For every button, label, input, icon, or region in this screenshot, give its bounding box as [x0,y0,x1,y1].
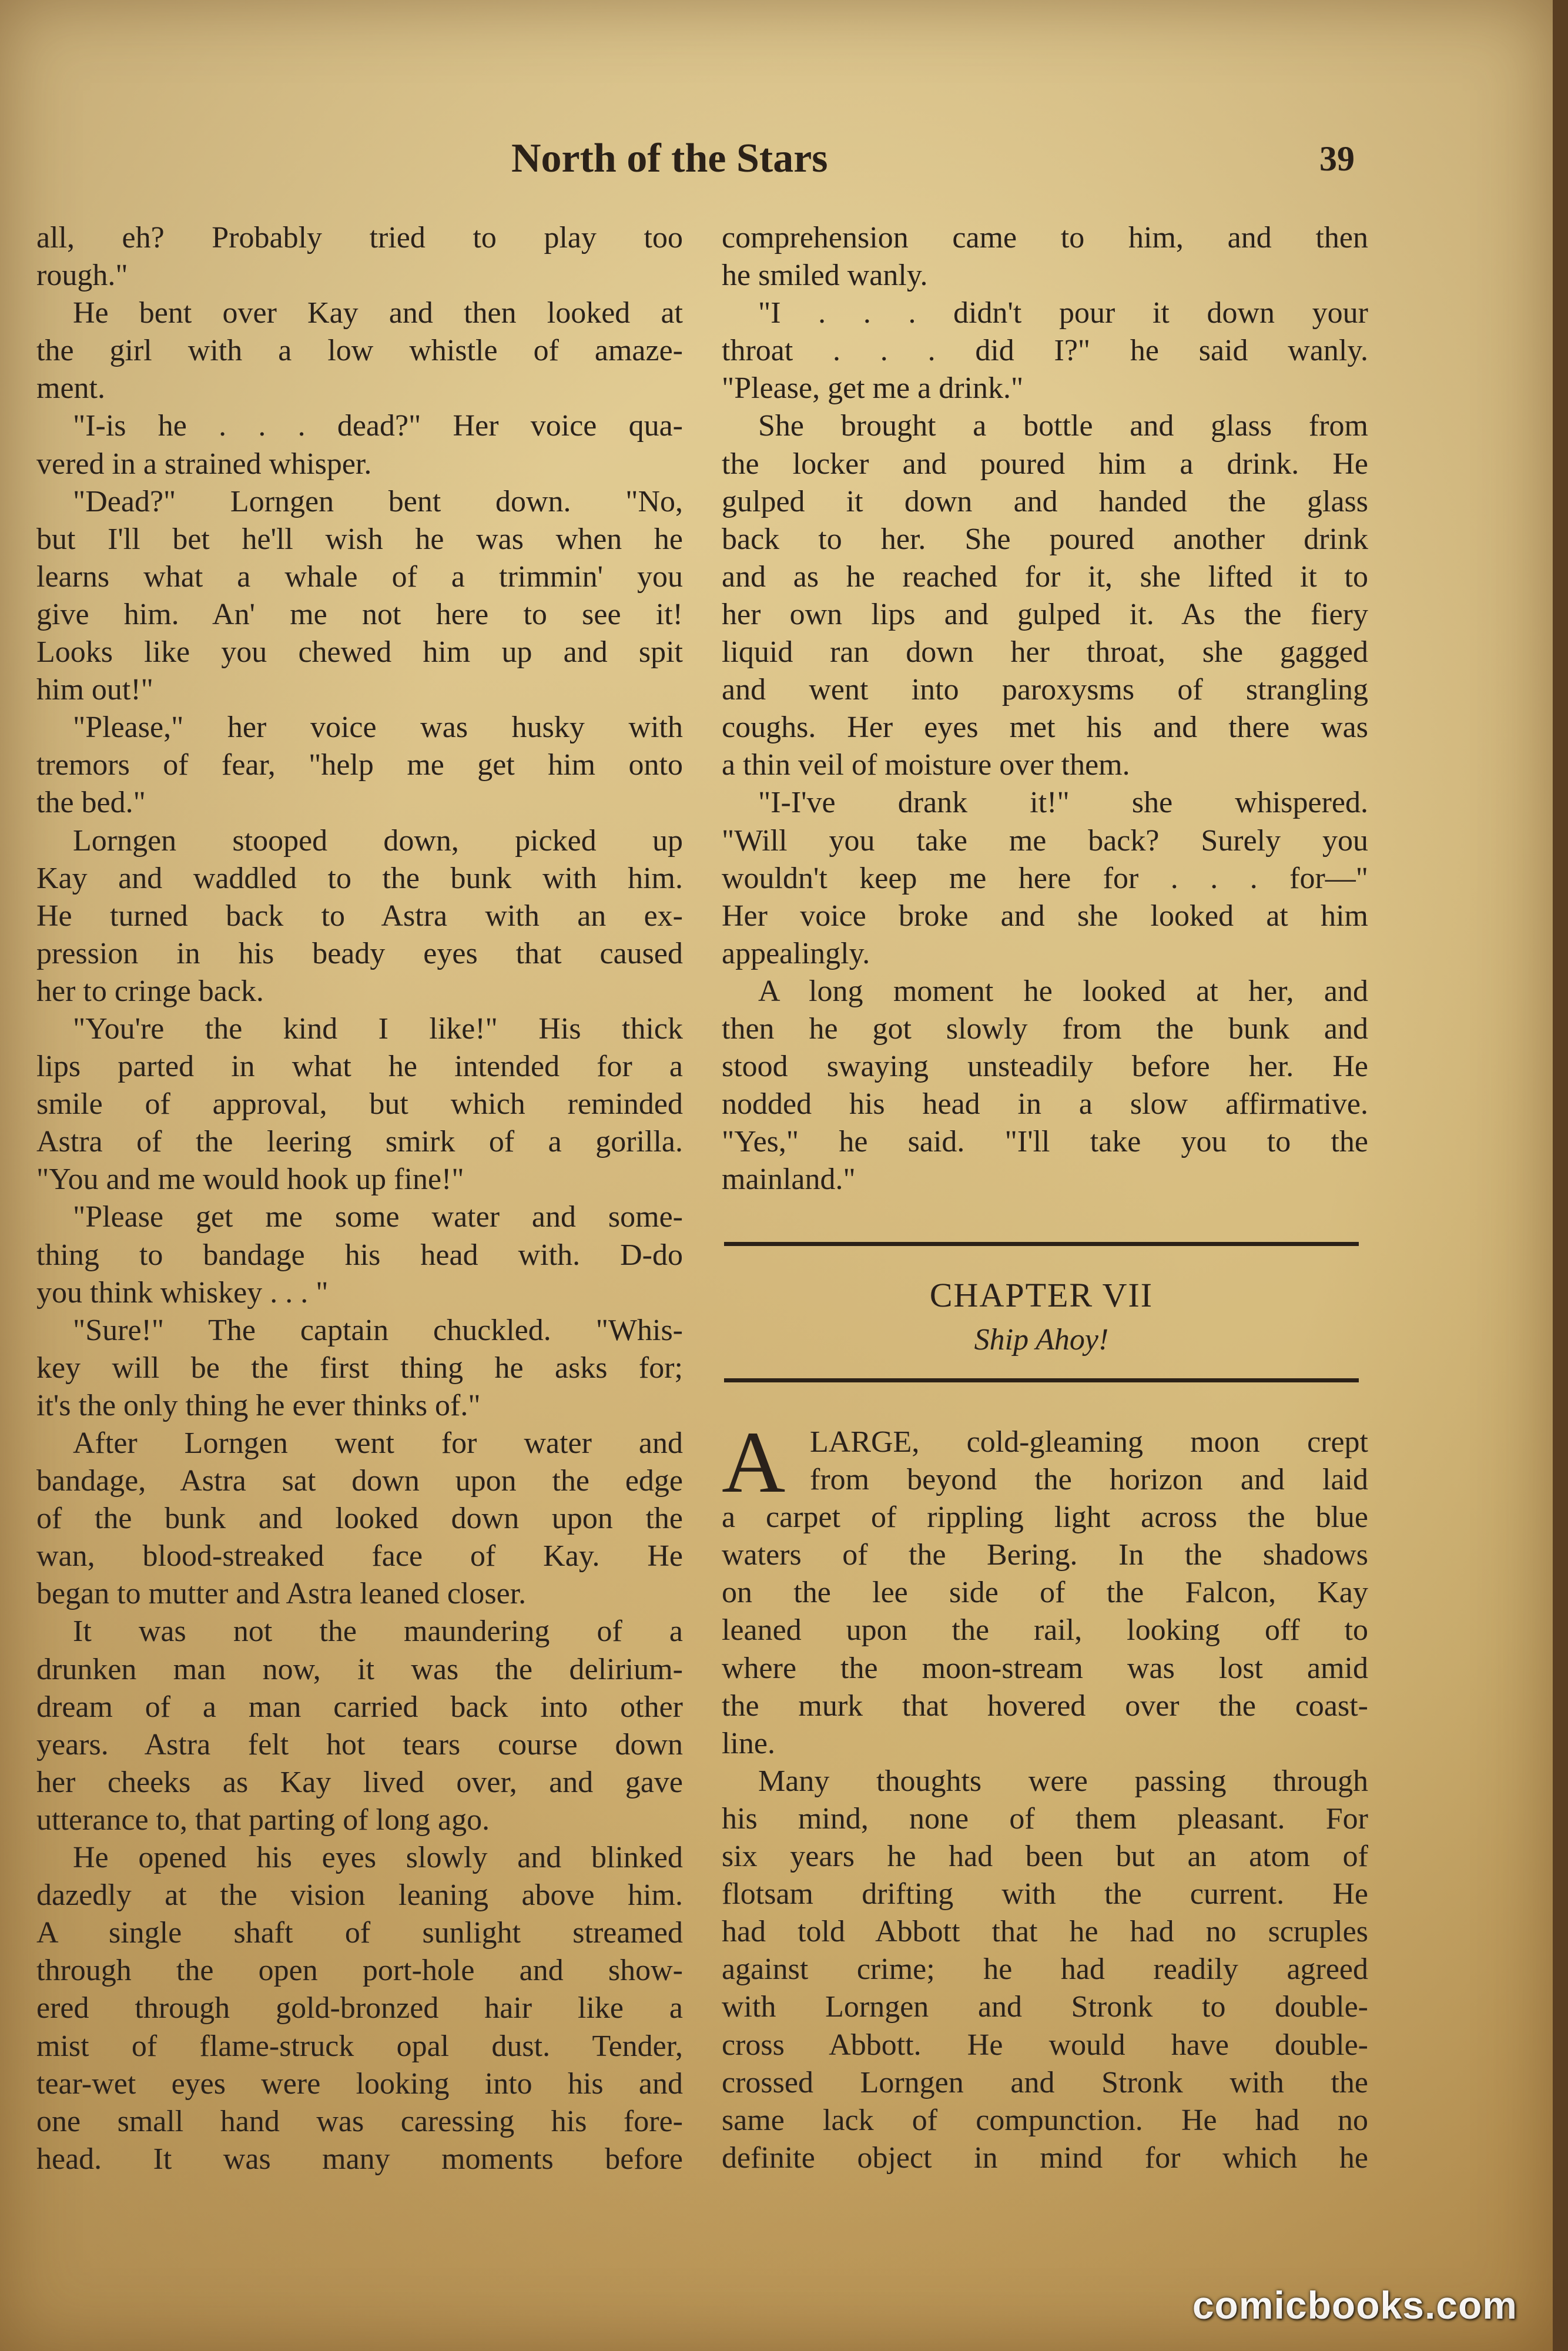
text-line: utterance to, that parting of long ago. [36,1803,490,1837]
text-line: LARGE, cold-gleaming moon crept [810,1425,1368,1459]
text-line: tremors of fear, "help me get him onto [36,748,683,782]
text-line: began to mutter and Astra leaned closer. [36,1577,527,1611]
text-line: dream of a man carried back into other [36,1690,683,1724]
text-line: six years he had been but an atom of [722,1840,1368,1874]
text-line: "Will you take me back? Surely you [722,823,1368,858]
text-line: then he got slowly from the bunk and [722,1012,1368,1046]
running-header [0,130,1568,189]
chapter-rule-bottom [724,1378,1359,1382]
text-line: rough." [36,259,128,293]
text-line: give him. An' me not here to see it! [36,597,683,631]
text-line: gulped it down and handed the glass [722,484,1368,518]
page-number: 39 [1319,139,1355,178]
chapter-heading: CHAPTER VII [929,1276,1154,1314]
text-line: stood swaying unsteadily before her. He [722,1050,1368,1084]
text-line: "You and me would hook up fine!" [36,1163,464,1197]
text-line: ment. [36,371,105,406]
text-line: It was not the maundering of a [73,1615,683,1649]
running-title: North of the Stars [511,136,828,181]
text-line: against crime; he had readily agreed [722,1953,1368,1987]
chapter-rule-top [724,1242,1359,1246]
text-line: comprehension came to him, and then [722,221,1368,254]
text-line: "Please, get me a drink." [722,371,1024,406]
text-line: nodded his head in a slow affirmative. [722,1087,1368,1121]
text-line: Many thoughts were passing through [758,1764,1368,1798]
text-line: Kay and waddled to the bunk with him. [36,861,683,895]
left-text-column [36,219,683,2178]
text-line: and went into paroxysms of strangling [722,673,1368,707]
text-line: "Please," her voice was husky with [73,711,683,745]
text-line: the bed." [36,786,146,820]
text-line: head. It was many moments before [36,2142,683,2176]
text-line: dazedly at the vision leaning above him. [36,1878,683,1913]
text-line: flotsam drifting with the current. He [722,1877,1368,1911]
text-line: He opened his eyes slowly and blinked [73,1841,683,1875]
right-text-column [722,219,1368,1198]
text-line: "You're the kind I like!" His thick [73,1012,683,1046]
text-line: waters of the Bering. In the shadows [722,1538,1368,1572]
text-line: After Lorngen went for water and [73,1426,683,1460]
text-line: from beyond the horizon and laid [810,1463,1368,1497]
text-line: of the bunk and looked down upon the [36,1502,683,1536]
text-line: bandage, Astra sat down upon the edge [36,1464,683,1498]
text-line: her cheeks as Kay lived over, and gave [36,1765,683,1799]
text-line: Lorngen stooped down, picked up [73,823,683,858]
text-line: it's the only thing he ever thinks of." [36,1388,481,1422]
text-line: on the lee side of the Falcon, Kay [722,1576,1368,1610]
text-line: years. Astra felt hot tears course down [36,1727,683,1761]
drop-cap: A [722,1414,786,1511]
text-line: he smiled wanly. [722,259,928,293]
text-line: a thin veil of moisture over them. [722,748,1130,782]
text-line: but I'll bet he'll wish he was when he [36,522,683,556]
text-line: Astra of the leering smirk of a gorilla. [36,1125,683,1159]
text-line: "I-is he . . . dead?" Her voice qua- [73,409,683,443]
text-line: cross Abbott. He would have double- [722,2028,1368,2062]
text-line: her to cringe back. [36,974,264,1008]
text-line: throat . . . did I?" he said wanly. [722,334,1368,368]
text-line: the locker and poured him a drink. He [722,447,1368,481]
text-line: ered through gold-bronzed hair like a [36,1991,683,2025]
text-line: him out!" [36,673,153,707]
text-line: back to her. She poured another drink [722,522,1368,556]
text-line: Her voice broke and she looked at him [722,899,1368,933]
text-line: wouldn't keep me here for . . . for—" [722,861,1368,895]
chapter-body [722,1414,1368,2177]
text-line: "Please get me some water and some- [73,1200,683,1234]
text-line: He turned back to Astra with an ex- [36,899,683,933]
text-line: vered in a strained whisper. [36,447,372,481]
text-line: where the moon-stream was lost amid [722,1651,1368,1685]
text-line: He bent over Kay and then looked at [73,296,683,330]
text-line: with Lorngen and Stronk to double- [722,1990,1368,2024]
text-line: mainland." [722,1163,856,1197]
text-line: She brought a bottle and glass from [758,409,1368,443]
text-line: wan, blood-streaked face of Kay. He [36,1539,683,1573]
text-line: "I . . . didn't pour it down your [758,296,1368,330]
chapter-subtitle: Ship Ahoy! [974,1323,1109,1357]
text-line: same lack of compunction. He had no [722,2103,1368,2137]
text-line: A single shaft of sunlight streamed [36,1916,683,1950]
text-line: coughs. Her eyes met his and there was [722,711,1368,745]
text-line: learns what a whale of a trimmin' you [36,560,683,594]
text-line: "Sure!" The captain chuckled. "Whis- [73,1313,683,1347]
text-line: the murk that hovered over the coast- [722,1689,1368,1723]
text-line: had told Abbott that he had no scruples [722,1915,1368,1949]
text-line: tear-wet eyes were looking into his and [36,2067,683,2101]
text-line: line. [722,1726,775,1760]
text-line: and as he reached for it, she lifted it to [722,560,1368,594]
text-line: "Yes," he said. "I'll take you to the [722,1125,1368,1159]
watermark-logo: comicbooks.com [1192,2283,1517,2327]
text-line: his mind, none of them pleasant. For [722,1801,1368,1836]
text-line: the girl with a low whistle of amaze- [36,334,683,368]
text-line: A long moment he looked at her, and [758,974,1368,1008]
text-line: Looks like you chewed him up and spit [36,635,683,669]
text-line: leaned upon the rail, looking off to [722,1613,1368,1647]
text-line: liquid ran down her throat, she gagged [722,635,1368,669]
text-line: key will be the first thing he asks for; [36,1351,683,1385]
text-line: all, eh? Probably tried to play too [36,221,683,254]
text-line: you think whiskey . . . " [36,1275,329,1310]
text-line: mist of flame-struck opal dust. Tender, [36,2029,683,2063]
text-line: appealingly. [722,936,870,970]
text-line: drunken man now, it was the delirium- [36,1652,683,1686]
text-line: "I-I've drank it!" she whispered. [758,786,1368,820]
text-line: one small hand was caressing his fore- [36,2104,683,2138]
text-line: pression in his beady eyes that caused [36,936,683,970]
text-line: a carpet of rippling light across the blue [722,1501,1368,1535]
text-line: definite object in mind for which he [722,2141,1368,2175]
text-line: through the open port-hole and show- [36,1954,683,1988]
text-line: "Dead?" Lorngen bent down. "No, [73,484,683,518]
text-line: smile of approval, but which reminded [36,1087,683,1121]
text-line: thing to bandage his head with. D-do [36,1238,683,1272]
text-line: crossed Lorngen and Stronk with the [722,2065,1368,2099]
text-line: lips parted in what he intended for a [36,1050,683,1084]
text-line: her own lips and gulped it. As the fiery [722,597,1368,631]
